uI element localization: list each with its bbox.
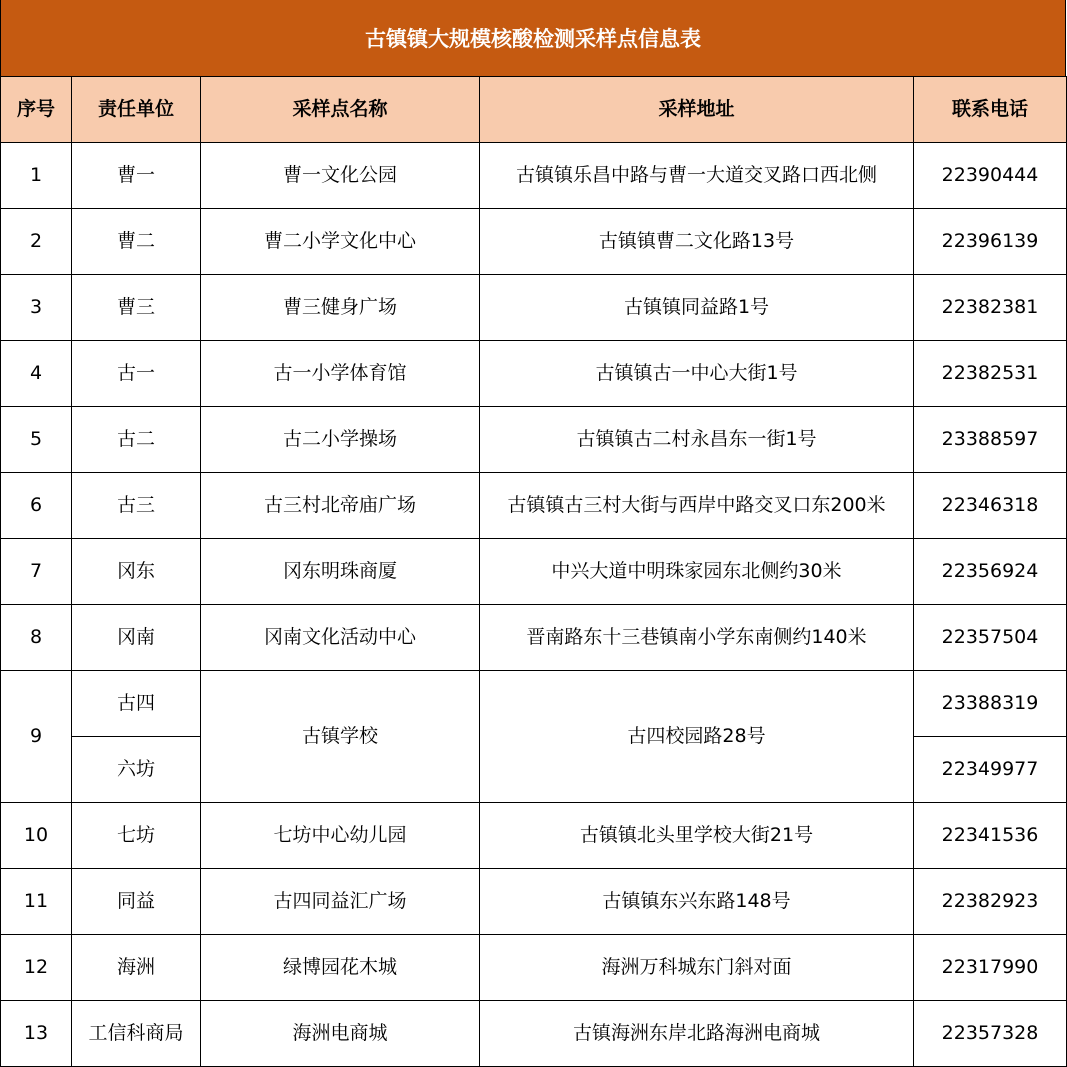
cell-address: 古镇镇北头里学校大街21号 — [480, 803, 914, 869]
cell-address: 古镇镇乐昌中路与曹一大道交叉路口西北侧 — [480, 143, 914, 209]
cell-address: 古镇镇曹二文化路13号 — [480, 209, 914, 275]
cell-unit: 古四 — [72, 671, 201, 737]
table-row — [1, 407, 1067, 473]
cell-site: 海洲电商城 — [201, 1001, 480, 1067]
table-row — [1, 869, 1067, 935]
cell-phone: 22382923 — [914, 869, 1067, 935]
cell-index: 11 — [1, 869, 72, 935]
cell-address: 古镇镇东兴东路148号 — [480, 869, 914, 935]
cell-site: 曹二小学文化中心 — [201, 209, 480, 275]
cell-site: 古二小学操场 — [201, 407, 480, 473]
cell-address: 古镇镇古三村大街与西岸中路交叉口东200米 — [480, 473, 914, 539]
cell-unit: 海洲 — [72, 935, 201, 1001]
cell-site: 古三村北帝庙广场 — [201, 473, 480, 539]
header-row — [1, 77, 1067, 143]
cell-unit: 同益 — [72, 869, 201, 935]
cell-index: 7 — [1, 539, 72, 605]
cell-site: 古镇学校 — [201, 671, 480, 803]
table-row — [1, 209, 1067, 275]
cell-phone: 22382531 — [914, 341, 1067, 407]
cell-phone: 22382381 — [914, 275, 1067, 341]
cell-site: 冈东明珠商厦 — [201, 539, 480, 605]
cell-site: 冈南文化活动中心 — [201, 605, 480, 671]
cell-phone: 22317990 — [914, 935, 1067, 1001]
cell-unit: 曹二 — [72, 209, 201, 275]
cell-address: 古镇镇古一中心大街1号 — [480, 341, 914, 407]
cell-phone: 22356924 — [914, 539, 1067, 605]
cell-unit: 冈东 — [72, 539, 201, 605]
table-row — [1, 341, 1067, 407]
cell-address: 古镇海洲东岸北路海洲电商城 — [480, 1001, 914, 1067]
table-row-merged — [1, 671, 1067, 737]
cell-index: 13 — [1, 1001, 72, 1067]
cell-site: 七坊中心幼儿园 — [201, 803, 480, 869]
table-body — [1, 143, 1067, 1067]
cell-phone: 22346318 — [914, 473, 1067, 539]
cell-address: 古四校园路28号 — [480, 671, 914, 803]
cell-address: 海洲万科城东门斜对面 — [480, 935, 914, 1001]
sampling-sites-table — [0, 76, 1067, 1067]
table-row — [1, 275, 1067, 341]
header-index: 序号 — [1, 77, 72, 143]
cell-address: 晋南路东十三巷镇南小学东南侧约140米 — [480, 605, 914, 671]
header-address: 采样地址 — [480, 77, 914, 143]
cell-index: 3 — [1, 275, 72, 341]
cell-index: 8 — [1, 605, 72, 671]
cell-index: 10 — [1, 803, 72, 869]
cell-unit: 古三 — [72, 473, 201, 539]
table-row — [1, 539, 1067, 605]
cell-index: 2 — [1, 209, 72, 275]
cell-address: 中兴大道中明珠家园东北侧约30米 — [480, 539, 914, 605]
cell-unit: 曹三 — [72, 275, 201, 341]
cell-unit: 七坊 — [72, 803, 201, 869]
cell-unit: 冈南 — [72, 605, 201, 671]
cell-unit: 古一 — [72, 341, 201, 407]
cell-phone: 23388597 — [914, 407, 1067, 473]
cell-site: 曹三健身广场 — [201, 275, 480, 341]
cell-address: 古镇镇同益路1号 — [480, 275, 914, 341]
table-row — [1, 143, 1067, 209]
cell-unit: 曹一 — [72, 143, 201, 209]
cell-site: 古一小学体育馆 — [201, 341, 480, 407]
cell-site: 绿博园花木城 — [201, 935, 480, 1001]
cell-site: 曹一文化公园 — [201, 143, 480, 209]
cell-index: 9 — [1, 671, 72, 803]
cell-phone: 22341536 — [914, 803, 1067, 869]
cell-address: 古镇镇古二村永昌东一街1号 — [480, 407, 914, 473]
header-site: 采样点名称 — [201, 77, 480, 143]
cell-unit: 古二 — [72, 407, 201, 473]
cell-phone: 22357328 — [914, 1001, 1067, 1067]
table-row — [1, 935, 1067, 1001]
cell-index: 1 — [1, 143, 72, 209]
table-row — [1, 473, 1067, 539]
cell-index: 6 — [1, 473, 72, 539]
cell-unit: 工信科商局 — [72, 1001, 201, 1067]
table-title: 古镇镇大规模核酸检测采样点信息表 — [0, 0, 1066, 76]
cell-index: 5 — [1, 407, 72, 473]
cell-phone: 22349977 — [914, 737, 1067, 803]
header-phone: 联系电话 — [914, 77, 1067, 143]
table-row — [1, 1001, 1067, 1067]
cell-unit: 六坊 — [72, 737, 201, 803]
cell-index: 4 — [1, 341, 72, 407]
cell-phone: 22396139 — [914, 209, 1067, 275]
cell-phone: 23388319 — [914, 671, 1067, 737]
table-row — [1, 803, 1067, 869]
header-unit: 责任单位 — [72, 77, 201, 143]
cell-site: 古四同益汇广场 — [201, 869, 480, 935]
cell-index: 12 — [1, 935, 72, 1001]
table-row — [1, 605, 1067, 671]
cell-phone: 22390444 — [914, 143, 1067, 209]
cell-phone: 22357504 — [914, 605, 1067, 671]
